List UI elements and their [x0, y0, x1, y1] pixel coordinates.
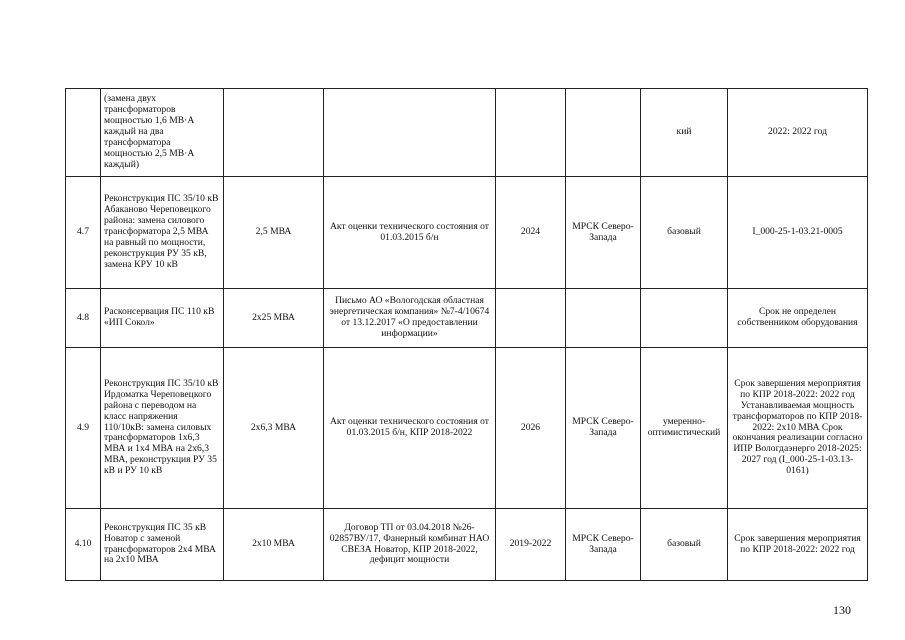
year-cell	[496, 89, 566, 177]
object-name: Реконструкция ПС 35 кВ Новатор с заменой трансформаторов 2х4 МВА на 2х10 МВА	[101, 509, 224, 581]
year-cell	[496, 289, 566, 348]
capacity-cell: 2х25 МВА	[224, 289, 324, 348]
scenario-cell: кий	[641, 89, 728, 177]
scenario-cell: базовый	[641, 509, 728, 581]
organization-cell: МРСК Северо-Запада	[566, 177, 641, 289]
year-cell: 2019-2022	[496, 509, 566, 581]
year-cell: 2024	[496, 177, 566, 289]
row-number	[66, 89, 101, 177]
row-number: 4.9	[66, 348, 101, 509]
capacity-cell: 2,5 МВА	[224, 177, 324, 289]
organization-cell	[566, 289, 641, 348]
row-number: 4.10	[66, 509, 101, 581]
year-cell: 2026	[496, 348, 566, 509]
note-cell: 2022: 2022 год	[728, 89, 868, 177]
capacity-cell: 2х6,3 МВА	[224, 348, 324, 509]
basis-cell	[324, 89, 496, 177]
investment-table	[65, 88, 868, 581]
scenario-cell: умеренно-оптимистический	[641, 348, 728, 509]
table-row	[66, 509, 868, 581]
organization-cell: МРСК Северо-Запада	[566, 509, 641, 581]
organization-cell: МРСК Северо-Запада	[566, 348, 641, 509]
table-row	[66, 177, 868, 289]
note-cell: Срок не определен собственником оборудования	[728, 289, 868, 348]
table-row	[66, 289, 868, 348]
capacity-cell: 2х10 МВА	[224, 509, 324, 581]
object-name: (замена двух трансформаторов мощностью 1,6 МВ·А каждый на два трансформатора мощностью 2,5 МВ·А каждый)	[101, 89, 224, 177]
object-name: Расконсервация ПС 110 кВ «ИП Сокол»	[101, 289, 224, 348]
capacity-cell	[224, 89, 324, 177]
note-cell: Срок завершения мероприятия по КПР 2018-2022: 2022 год Устанавливаемая мощность трансформаторов по КПР 2018-2022: 2х10 МВА Срок окончания реализации согласно ИПР Вологдаэнерго 2018-2025: 2027 год (I_000-25-1-03.13-0161)	[728, 348, 868, 509]
table-row	[66, 89, 868, 177]
object-name: Реконструкция ПС 35/10 кВ Абаканово Череповецкого района: замена силового трансформатора 2,5 МВА на равный по мощности, реконструкция РУ 35 кВ, замена КРУ 10 кВ	[101, 177, 224, 289]
basis-cell: Письмо АО «Вологодская областная энергетическая компания» №7-4/10674 от 13.12.2017 «О предоставлении информации»	[324, 289, 496, 348]
basis-cell: Договор ТП от 03.04.2018 №26-02857ВУ/17, Фанерный комбинат НАО СВЕЗА Новатор, КПР 2018-2022, дефицит мощности	[324, 509, 496, 581]
basis-cell: Акт оценки технического состояния от 01.03.2015 б/н	[324, 177, 496, 289]
scenario-cell	[641, 289, 728, 348]
object-name: Реконструкция ПС 35/10 кВ Ирдоматка Череповецкого района с переводом на класс напряжения 110/10кВ: замена силовых трансформаторов 1х6,3 МВА и 1х4 МВА на 2х6,3 МВА, реконструкция РУ 35 кВ и РУ 10 кВ	[101, 348, 224, 509]
table-row	[66, 348, 868, 509]
scenario-cell: базовый	[641, 177, 728, 289]
page-number: 130	[833, 603, 851, 617]
row-number: 4.7	[66, 177, 101, 289]
basis-cell: Акт оценки технического состояния от 01.03.2015 б/н, КПР 2018-2022	[324, 348, 496, 509]
organization-cell	[566, 89, 641, 177]
row-number: 4.8	[66, 289, 101, 348]
note-cell: I_000-25-1-03.21-0005	[728, 177, 868, 289]
note-cell: Срок завершения мероприятия по КПР 2018-2022: 2022 год	[728, 509, 868, 581]
